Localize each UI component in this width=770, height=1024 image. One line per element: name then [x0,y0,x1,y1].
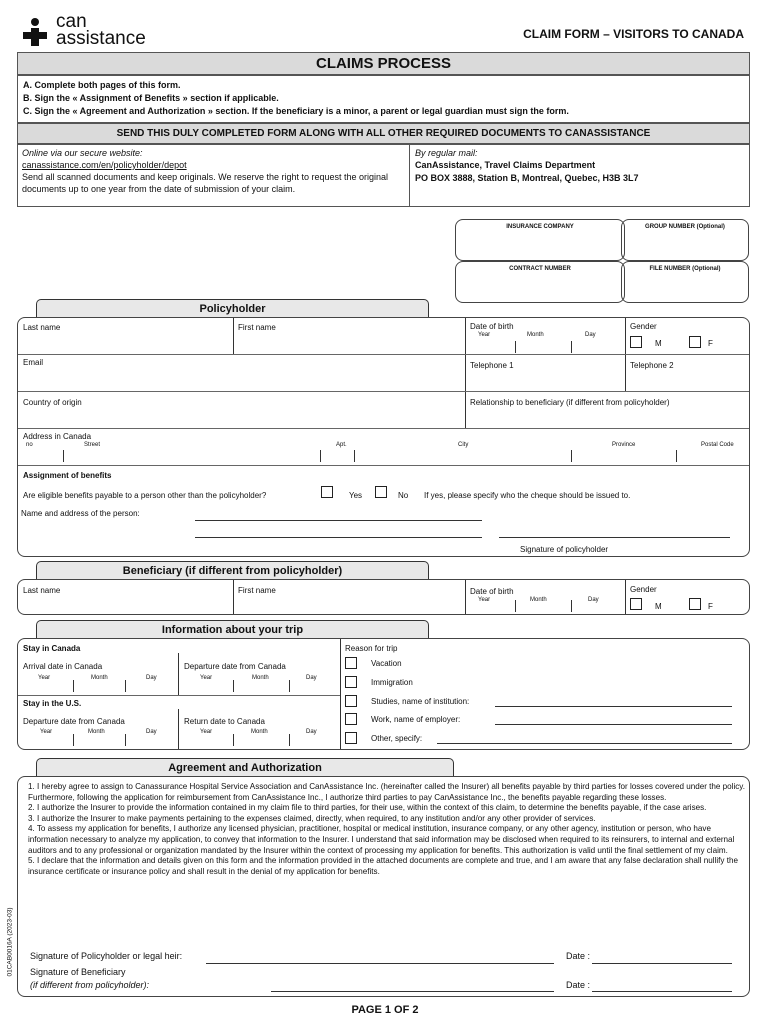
departure-canada-label: Departure date from Canada [184,662,286,671]
mail-label: By regular mail: [415,148,478,158]
sig-policyholder-line[interactable] [206,963,554,964]
send-instructions-title: SEND THIS DULY COMPLETED FORM ALONG WITH ALL OTHER REQUIRED DOCUMENTS TO CANASSISTANCE [17,123,750,144]
gender-f-checkbox[interactable] [689,336,701,348]
dob-day-label: Day [585,332,596,338]
policyholder-signature-label: Signature of policyholder [520,545,609,554]
assignment-name-label: Name and address of the person: [21,509,140,518]
file-number-label: FILE NUMBER (Optional) [649,266,721,272]
return-month-label: Month [251,729,268,735]
mail-submission [415,147,745,185]
dob-year-label: Year [478,332,491,338]
gender-label: Gender [630,322,657,331]
return-day-label: Day [306,729,317,735]
reason-other-label: Other, specify: [371,734,423,743]
telephone2-label: Telephone 2 [630,361,674,370]
insurance-company-label: INSURANCE COMPANY [506,224,574,230]
departure-month-label: Month [252,675,269,681]
claims-process-title: CLAIMS PROCESS [17,52,750,75]
agreement-text [28,782,748,877]
relationship-label: Relationship to beneficiary (if different from policyholder) [470,398,670,407]
arrival-canada-label: Arrival date in Canada [23,662,103,671]
step-b: B. Sign the « Assignment of Benefits » section if applicable. [23,93,279,103]
gender-m-checkbox[interactable] [630,336,642,348]
arrival-year-label: Year [38,675,51,681]
policyholder-section-title: Policyholder [36,299,429,317]
contract-number-field[interactable] [455,261,625,303]
first-name-label: First name [238,323,276,332]
beneficiary-gender-f-label: F [708,602,713,611]
sig-beneficiary-label: Signature of Beneficiary [30,967,126,977]
us-departure-month-label: Month [88,729,105,735]
assignment-yes-checkbox[interactable] [321,486,333,498]
online-submission [22,147,407,195]
sig-beneficiary-line[interactable] [271,991,554,992]
beneficiary-dob-year-label: Year [478,597,491,603]
agreement-paragraph-4: 4. To assess my application for benefits, I authorize any licensed physician, practitioner, hospital or medical institution, insurance company, or any other agency, institution or person, who have information necessary to analyze my application, to convey that information to the Insurer. I understand that said information may be disclosed when required to its reinsurers, to internal and external auditors and to any professional or organization mandated by the Insurer within the context of processing my application for benefits. This authorization is valid until the final settlement of my claim. [28,824,735,855]
beneficiary-gender-label: Gender [630,585,657,594]
other-specify-line[interactable] [437,743,732,744]
assignment-specify: If yes, please specify who the cheque should be issued to. [424,491,631,500]
us-departure-day-label: Day [146,729,157,735]
us-departure-year-label: Year [40,729,53,735]
assignment-yes-label: Yes [349,491,363,500]
beneficiary-gender-m-label: M [655,602,662,611]
address-apt-label: Apt. [336,442,347,448]
form-code: 01CAB0016A (2023-03) [6,907,14,977]
sig-policyholder-label: Signature of Policyholder or legal heir: [30,951,183,961]
page-number: PAGE 1 OF 2 [351,1004,419,1016]
claims-steps [17,75,750,123]
send-options [17,144,750,207]
assignment-address-line[interactable] [195,537,482,538]
address-no-label: no [26,442,33,448]
step-a: A. Complete both pages of this form. [23,80,181,90]
assignment-question: Are eligible benefits payable to a person other than the policyholder? [23,491,267,500]
address-province-label: Province [612,442,636,448]
online-label: Online via our secure website: [22,148,143,158]
reason-vacation-label: Vacation [371,659,402,668]
reason-label: Reason for trip [345,644,398,653]
form-title: CLAIM FORM – VISITORS TO CANADA [523,27,744,41]
country-label: Country of origin [23,398,82,407]
address-city-label: City [458,442,469,448]
agreement-paragraph-1: 1. I hereby agree to assign to Canassurance Hospital Service Association and CanAssistance Inc. (hereinafter called the Insurer) all benefits payable by third parties for losses covered under the policy. Furthermore, following the application for reimbursement from CanAssistance Inc., I authorize third parties to pay CanAssistance Inc., the benefits payable regarding these losses. [28,782,745,802]
reason-vacation-checkbox[interactable] [345,657,357,669]
logo [22,11,172,50]
beneficiary-first-name-label: First name [238,586,276,595]
address-postal-label: Postal Code [701,442,734,448]
return-year-label: Year [200,729,213,735]
reason-other-checkbox[interactable] [345,732,357,744]
sig-beneficiary-note: (if different from policyholder): [30,980,150,990]
reason-work-checkbox[interactable] [345,713,357,725]
group-number-field[interactable] [621,219,749,261]
beneficiary-section-title: Beneficiary (if different from policyholder) [36,561,429,579]
address-street-label: Street [84,442,101,448]
assignment-no-label: No [398,491,409,500]
reason-studies-label: Studies, name of institution: [371,697,470,706]
departure-canada2-label: Departure date from Canada [23,717,125,726]
arrival-day-label: Day [146,675,157,681]
dob-month-label: Month [527,332,544,338]
gender-f-label: F [708,339,713,348]
arrival-month-label: Month [91,675,108,681]
online-url-link[interactable]: canassistance.com/en/policyholder/depot [22,160,187,170]
step-c: C. Sign the « Agreement and Authorization » section. If the beneficiary is a minor, a parent or legal guardian must sign the form. [23,106,569,116]
date-beneficiary-label: Date : [566,980,591,990]
trip-section [17,638,750,750]
insurance-company-field[interactable] [455,219,625,261]
assignment-title: Assignment of benefits [23,471,112,480]
mail-line2: PO BOX 3888, Station B, Montreal, Quebec, H3B 3L7 [415,173,639,183]
logo-text-assistance: assistance [56,28,146,49]
email-label: Email [23,358,44,367]
stay-canada-label: Stay in Canada [23,644,81,653]
beneficiary-last-name-label: Last name [23,586,61,595]
logo-text-can: can [56,11,87,32]
address-label: Address in Canada [23,432,92,441]
last-name-label: Last name [23,323,61,332]
studies-institution-line[interactable] [495,706,732,707]
contract-number-label: CONTRACT NUMBER [509,266,571,272]
assignment-name-line[interactable] [195,520,482,521]
return-canada-label: Return date to Canada [184,717,265,726]
reason-immigration-label: Immigration [371,678,413,687]
reason-immigration-checkbox[interactable] [345,676,357,688]
date-policyholder-label: Date : [566,951,591,961]
agreement-section [17,776,750,997]
policyholder-section [17,317,750,557]
agreement-paragraph-5: 5. I declare that the information and details given on this form and the information provided in the attached documents are complete and true, and I am aware that any false declaration shall nullify the insurance certificate or insurance policy and shall result in the denial of my application for benefits. [28,856,738,876]
trip-section-title: Information about your trip [36,620,429,638]
policyholder-signature-line[interactable] [499,537,730,538]
group-number-label: GROUP NUMBER (Optional) [645,224,725,230]
telephone1-label: Telephone 1 [470,361,514,370]
date-beneficiary-line[interactable] [592,991,732,992]
stay-us-label: Stay in the U.S. [23,699,82,708]
beneficiary-gender-m-checkbox[interactable] [630,598,642,610]
mail-line1: CanAssistance, Travel Claims Department [415,160,596,170]
agreement-paragraph-2: 2. I authorize the Insurer to provide the information contained in my claim file to third parties, for their use, within the context of this claim, to determine the benefits payable, if the case arises. [28,803,707,813]
date-policyholder-line[interactable] [592,963,732,964]
reason-work-label: Work, name of employer: [371,715,461,724]
online-note: Send all scanned documents and keep originals. We reserve the right to request the original documents up to one year from the date of submission of your claim. [22,172,389,194]
beneficiary-dob-month-label: Month [530,597,547,603]
departure-year-label: Year [200,675,213,681]
work-employer-line[interactable] [495,724,732,725]
reason-studies-checkbox[interactable] [345,695,357,707]
beneficiary-gender-f-checkbox[interactable] [689,598,701,610]
beneficiary-dob-label: Date of birth [470,587,514,596]
assignment-no-checkbox[interactable] [375,486,387,498]
beneficiary-section [17,579,750,615]
agreement-section-title: Agreement and Authorization [36,758,454,776]
dob-label: Date of birth [470,322,514,331]
file-number-field[interactable] [621,261,749,303]
agreement-paragraph-3: 3. I authorize the Insurer to make payments pertaining to the expenses claimed, directly, when required, to any institution and/or any other provider of services. [28,813,596,823]
gender-m-label: M [655,339,662,348]
beneficiary-dob-day-label: Day [588,597,599,603]
plus-logo-icon [22,17,48,47]
departure-day-label: Day [306,675,317,681]
